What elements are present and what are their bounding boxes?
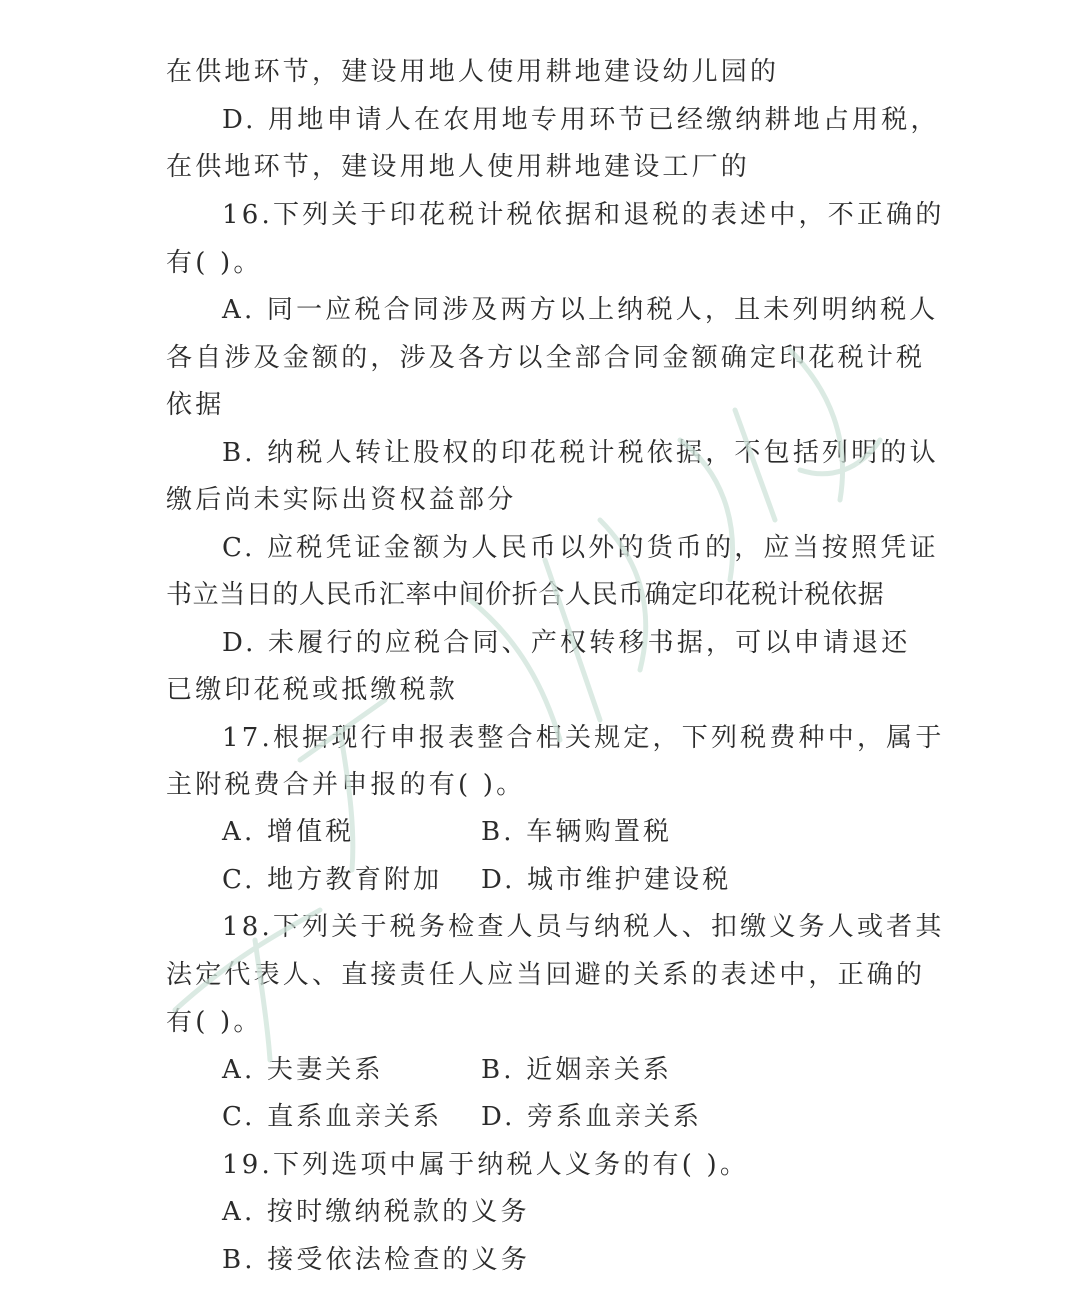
option-d-text: D. 用地申请人在农用地专用环节已经缴纳耕地占用税， [222, 105, 940, 135]
text-line: 在供地环节，建设用地人使用耕地建设工厂的 [166, 152, 751, 182]
text-line: 在供地环节，建设用地人使用耕地建设幼儿园的 [166, 57, 780, 87]
question-18-stem-cont: 法定代表人、直接责任人应当回避的关系的表述中，正确的 [166, 960, 926, 990]
question-17-option-d: D. 城市维护建设税 [481, 865, 732, 895]
question-16-option-b-cont: 缴后尚未实际出资权益部分 [166, 485, 517, 515]
question-19-option-a: A. 按时缴纳税款的义务 [222, 1197, 530, 1227]
question-16-stem: 16.下列关于印花税计税依据和退税的表述中，不正确的 [222, 200, 945, 230]
question-18-option-c: C. 直系血亲关系 [222, 1102, 443, 1132]
question-16-option-d-cont: 已缴印花税或抵缴税款 [166, 675, 459, 705]
question-19-option-b: B. 接受依法检查的义务 [222, 1245, 531, 1275]
question-16-option-a-cont: 各自涉及金额的，涉及各方以全部合同金额确定印花税计税 [166, 343, 926, 373]
question-17-option-c: C. 地方教育附加 [222, 865, 443, 895]
question-16-option-c: C. 应税凭证金额为人民币以外的货币的，应当按照凭证 [222, 533, 939, 563]
question-18-option-a: A. 夫妻关系 [222, 1055, 384, 1085]
question-18-option-d: D. 旁系血亲关系 [481, 1102, 703, 1132]
question-19-stem: 19.下列选项中属于纳税人义务的有( )。 [222, 1150, 750, 1180]
question-18-stem: 18.下列关于税务检查人员与纳税人、扣缴义务人或者其 [222, 912, 945, 942]
question-16-option-c-cont: 书立当日的人民币汇率中间价折合人民币确定印花税计税依据 [166, 580, 885, 610]
question-16-option-a-cont: 依据 [166, 390, 225, 420]
question-18-stem-cont: 有( )。 [166, 1007, 263, 1037]
question-16-option-a: A. 同一应税合同涉及两方以上纳税人，且未列明纳税人 [222, 295, 939, 325]
question-16-option-b: B. 纳税人转让股权的印花税计税依据，不包括列明的认 [222, 438, 939, 468]
question-18-option-b: B. 近姻亲关系 [481, 1055, 673, 1085]
question-16-stem-cont: 有( )。 [166, 248, 263, 278]
question-17-stem-cont: 主附税费合并申报的有( )。 [166, 770, 526, 800]
question-17-option-b: B. 车辆购置税 [481, 817, 673, 847]
question-16-option-d: D. 未履行的应税合同、产权转移书据，可以申请退还 [222, 628, 911, 658]
question-17-option-a: A. 增值税 [222, 817, 355, 847]
question-17-stem: 17.根据现行申报表整合相关规定，下列税费种中，属于 [222, 723, 945, 753]
